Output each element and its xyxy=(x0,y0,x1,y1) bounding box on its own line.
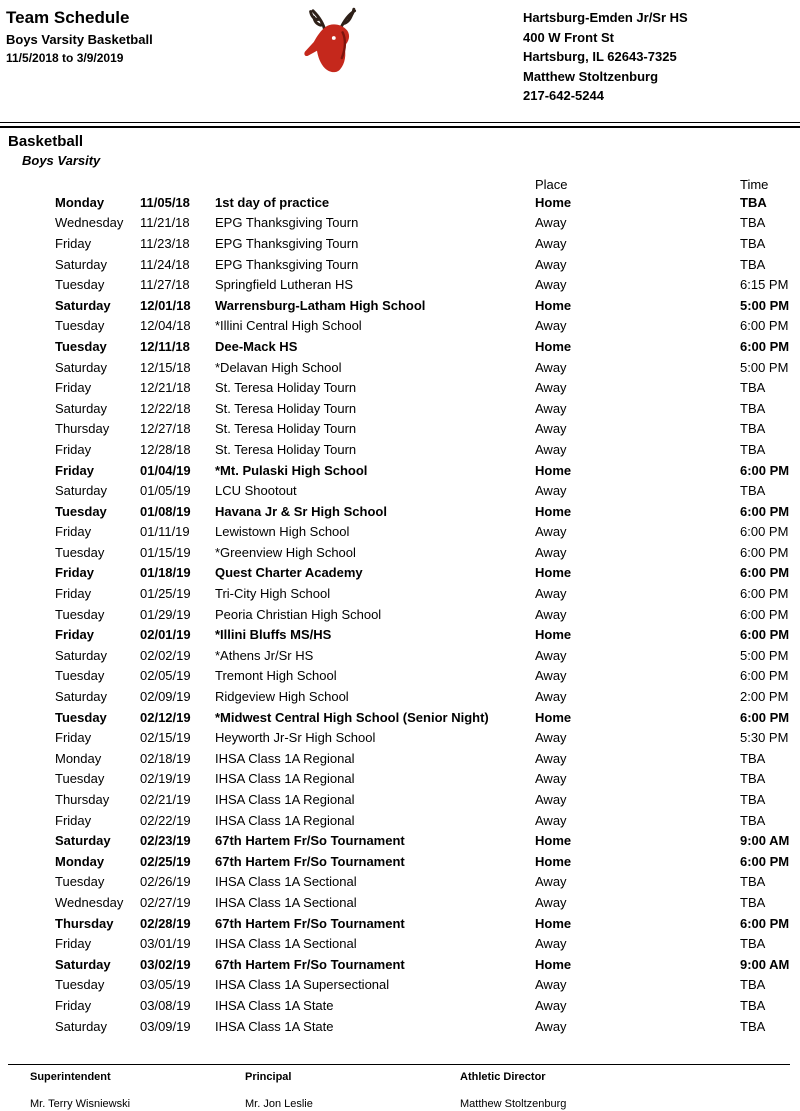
row-date: 02/25/19 xyxy=(140,853,191,869)
school-contact-name: Matthew Stoltzenburg xyxy=(523,68,659,84)
row-day: Tuesday xyxy=(55,544,105,560)
row-event: Havana Jr & Sr High School xyxy=(215,503,387,519)
schedule-row xyxy=(0,233,800,254)
schedule-row xyxy=(0,872,800,893)
row-place: Away xyxy=(535,874,567,890)
schedule-row xyxy=(0,810,800,831)
row-date: 12/22/18 xyxy=(140,400,191,416)
row-time: TBA xyxy=(740,256,766,272)
row-place: Away xyxy=(535,730,567,746)
row-date: 02/21/19 xyxy=(140,792,191,808)
row-day: Friday xyxy=(55,441,92,457)
row-event: IHSA Class 1A Regional xyxy=(215,812,355,828)
row-day: Friday xyxy=(55,812,92,828)
row-place: Home xyxy=(535,503,572,519)
schedule-row xyxy=(0,336,800,357)
row-date: 03/01/19 xyxy=(140,936,191,952)
row-time: 6:00 PM xyxy=(740,853,790,869)
row-date: 02/23/19 xyxy=(140,833,191,849)
header-left-block xyxy=(6,8,153,66)
footer-principal-title: Principal xyxy=(245,1071,292,1083)
row-time: TBA xyxy=(740,215,766,231)
row-time: 6:00 PM xyxy=(740,462,790,478)
row-time: 6:15 PM xyxy=(740,277,789,293)
row-place: Away xyxy=(535,277,567,293)
row-day: Saturday xyxy=(55,256,108,272)
row-date: 02/12/19 xyxy=(140,709,191,725)
row-place: Away xyxy=(535,668,567,684)
schedule-row xyxy=(0,460,800,481)
schedule-row xyxy=(0,769,800,790)
row-place: Away xyxy=(535,997,567,1013)
schedule-row xyxy=(0,892,800,913)
row-day: Friday xyxy=(55,997,92,1013)
row-date: 02/05/19 xyxy=(140,668,191,684)
row-place: Away xyxy=(535,894,567,910)
row-day: Saturday xyxy=(55,400,108,416)
row-time: 6:00 PM xyxy=(740,627,790,643)
row-place: Away xyxy=(535,936,567,952)
schedule-row xyxy=(0,645,800,666)
row-date: 01/25/19 xyxy=(140,586,191,602)
row-place: Away xyxy=(535,421,567,437)
schedule-row xyxy=(0,954,800,975)
row-date: 12/21/18 xyxy=(140,380,191,396)
row-event: Peoria Christian High School xyxy=(215,606,382,622)
row-time: TBA xyxy=(740,936,766,952)
team-subtitle: Boys Varsity Basketball xyxy=(6,32,153,47)
row-event: Warrensburg-Latham High School xyxy=(215,297,426,313)
row-day: Tuesday xyxy=(55,277,105,293)
row-event: Tremont High School xyxy=(215,668,337,684)
row-event: 67th Hartem Fr/So Tournament xyxy=(215,853,405,869)
row-place: Home xyxy=(535,462,572,478)
row-time: 6:00 PM xyxy=(740,524,789,540)
row-day: Tuesday xyxy=(55,709,107,725)
row-time: TBA xyxy=(740,194,767,210)
row-time: TBA xyxy=(740,874,766,890)
row-date: 03/02/19 xyxy=(140,956,191,972)
row-date: 01/05/19 xyxy=(140,483,191,499)
row-place: Home xyxy=(535,853,572,869)
row-place: Away xyxy=(535,544,567,560)
schedule-row xyxy=(0,933,800,954)
row-event: 67th Hartem Fr/So Tournament xyxy=(215,833,405,849)
row-event: *Greenview High School xyxy=(215,544,356,560)
row-place: Home xyxy=(535,338,572,354)
schedule-row xyxy=(0,995,800,1016)
team-level-title: Boys Varsity xyxy=(22,153,101,168)
row-day: Saturday xyxy=(55,833,111,849)
row-day: Monday xyxy=(55,194,105,210)
row-date: 02/09/19 xyxy=(140,689,191,705)
row-day: Saturday xyxy=(55,956,111,972)
section-heading xyxy=(8,133,800,169)
table-column-headers xyxy=(0,178,800,192)
row-day: Tuesday xyxy=(55,318,105,334)
schedule-row xyxy=(0,316,800,337)
row-day: Friday xyxy=(55,524,92,540)
schedule-row xyxy=(0,501,800,522)
row-event: 1st day of practice xyxy=(215,194,330,210)
schedule-row xyxy=(0,419,800,440)
stag-eye-shape xyxy=(332,36,336,40)
schedule-row xyxy=(0,583,800,604)
footer-athletic-director-name: Matthew Stoltzenburg xyxy=(460,1098,567,1110)
row-day: Saturday xyxy=(55,359,108,375)
row-event: IHSA Class 1A State xyxy=(215,1018,334,1034)
row-event: *Athens Jr/Sr HS xyxy=(215,647,314,663)
row-time: 5:00 PM xyxy=(740,647,789,663)
row-event: EPG Thanksgiving Tourn xyxy=(215,256,359,272)
row-event: EPG Thanksgiving Tourn xyxy=(215,235,359,251)
row-day: Tuesday xyxy=(55,771,105,787)
row-event: Springfield Lutheran HS xyxy=(215,277,354,293)
schedule-row xyxy=(0,707,800,728)
row-event: IHSA Class 1A Regional xyxy=(215,771,355,787)
row-event: IHSA Class 1A Regional xyxy=(215,750,355,766)
row-day: Friday xyxy=(55,565,95,581)
row-place: Home xyxy=(535,194,572,210)
row-time: TBA xyxy=(740,441,766,457)
row-place: Away xyxy=(535,441,567,457)
row-time: 2:00 PM xyxy=(740,689,789,705)
row-place: Away xyxy=(535,235,567,251)
row-time: TBA xyxy=(740,771,766,787)
row-event: St. Teresa Holiday Tourn xyxy=(215,441,357,457)
row-day: Wednesday xyxy=(55,894,124,910)
col-header-place: Place xyxy=(535,177,568,192)
row-event: LCU Shootout xyxy=(215,483,297,499)
row-place: Away xyxy=(535,750,567,766)
row-date: 12/27/18 xyxy=(140,421,191,437)
season-date-range: 11/5/2018 to 3/9/2019 xyxy=(6,51,124,65)
row-day: Tuesday xyxy=(55,977,105,993)
row-place: Away xyxy=(535,771,567,787)
row-place: Home xyxy=(535,915,572,931)
row-date: 02/19/19 xyxy=(140,771,191,787)
schedule-row xyxy=(0,192,800,213)
row-date: 11/27/18 xyxy=(140,277,190,293)
row-day: Friday xyxy=(55,380,92,396)
row-date: 02/28/19 xyxy=(140,915,191,931)
row-time: 9:00 AM xyxy=(740,833,790,849)
row-time: 6:00 PM xyxy=(740,338,790,354)
row-event: 67th Hartem Fr/So Tournament xyxy=(215,915,405,931)
row-place: Home xyxy=(535,627,572,643)
row-place: Away xyxy=(535,483,567,499)
row-date: 01/18/19 xyxy=(140,565,191,581)
row-place: Away xyxy=(535,318,567,334)
row-day: Friday xyxy=(55,627,95,643)
schedule-row xyxy=(0,1016,800,1037)
schedule-row xyxy=(0,789,800,810)
col-header-time: Time xyxy=(740,177,769,192)
footer-principal xyxy=(245,1071,313,1111)
stag-mascot-icon xyxy=(293,2,373,82)
row-event: IHSA Class 1A State xyxy=(215,997,334,1013)
row-date: 11/05/18 xyxy=(140,194,190,210)
footer-principal-name: Mr. Jon Leslie xyxy=(245,1098,313,1110)
footer-divider xyxy=(8,1064,790,1065)
row-day: Tuesday xyxy=(55,338,107,354)
schedule-row xyxy=(0,213,800,234)
schedule-rows xyxy=(0,192,800,1036)
footer-athletic-director-title: Athletic Director xyxy=(460,1071,546,1083)
footer-superintendent xyxy=(30,1071,130,1111)
row-time: 6:00 PM xyxy=(740,709,790,725)
row-day: Friday xyxy=(55,586,92,602)
row-date: 01/08/19 xyxy=(140,503,191,519)
row-event: IHSA Class 1A Sectional xyxy=(215,936,357,952)
row-date: 01/04/19 xyxy=(140,462,191,478)
row-date: 02/15/19 xyxy=(140,730,191,746)
document-header xyxy=(0,0,800,122)
footer-superintendent-title: Superintendent xyxy=(30,1071,111,1083)
schedule-row xyxy=(0,748,800,769)
row-place: Away xyxy=(535,400,567,416)
schedule-row xyxy=(0,604,800,625)
school-info-block xyxy=(523,8,688,106)
page-title: Team Schedule xyxy=(6,8,130,27)
school-address-street: 400 W Front St xyxy=(523,29,615,45)
row-time: 6:00 PM xyxy=(740,565,790,581)
row-date: 11/23/18 xyxy=(140,235,190,251)
row-date: 02/18/19 xyxy=(140,750,191,766)
schedule-row xyxy=(0,666,800,687)
row-time: TBA xyxy=(740,380,766,396)
row-date: 01/15/19 xyxy=(140,544,191,560)
row-day: Thursday xyxy=(55,915,114,931)
school-contact-phone: 217-642-5244 xyxy=(523,88,604,103)
schedule-row xyxy=(0,357,800,378)
schedule-row xyxy=(0,975,800,996)
row-day: Wednesday xyxy=(55,215,124,231)
row-date: 11/24/18 xyxy=(140,256,190,272)
row-day: Tuesday xyxy=(55,503,107,519)
row-date: 11/21/18 xyxy=(140,215,190,231)
row-event: Heyworth Jr-Sr High School xyxy=(215,730,376,746)
schedule-row xyxy=(0,377,800,398)
footer-athletic-director xyxy=(460,1071,566,1111)
row-place: Away xyxy=(535,647,567,663)
row-event: *Illini Bluffs MS/HS xyxy=(215,627,332,643)
row-place: Home xyxy=(535,565,572,581)
schedule-row xyxy=(0,480,800,501)
row-time: 9:00 AM xyxy=(740,956,790,972)
row-day: Friday xyxy=(55,730,92,746)
row-day: Saturday xyxy=(55,689,108,705)
schedule-row xyxy=(0,851,800,872)
row-day: Monday xyxy=(55,853,105,869)
row-place: Away xyxy=(535,977,567,993)
row-place: Away xyxy=(535,606,567,622)
header-divider xyxy=(0,122,800,128)
row-time: TBA xyxy=(740,894,766,910)
row-place: Away xyxy=(535,380,567,396)
schedule-row xyxy=(0,542,800,563)
row-date: 01/11/19 xyxy=(140,524,190,540)
row-place: Home xyxy=(535,956,572,972)
row-day: Tuesday xyxy=(55,668,105,684)
row-time: 5:00 PM xyxy=(740,297,790,313)
schedule-row xyxy=(0,913,800,934)
row-place: Away xyxy=(535,256,567,272)
row-date: 02/27/19 xyxy=(140,894,191,910)
row-time: 6:00 PM xyxy=(740,606,789,622)
schedule-row xyxy=(0,439,800,460)
row-event: *Illini Central High School xyxy=(215,318,362,334)
row-time: 6:00 PM xyxy=(740,544,789,560)
row-event: Tri-City High School xyxy=(215,586,331,602)
sport-title: Basketball xyxy=(8,133,84,150)
row-event: Dee-Mack HS xyxy=(215,338,298,354)
row-time: 6:00 PM xyxy=(740,318,789,334)
row-date: 02/01/19 xyxy=(140,627,191,643)
row-date: 12/04/18 xyxy=(140,318,191,334)
row-event: IHSA Class 1A Supersectional xyxy=(215,977,390,993)
row-event: *Mt. Pulaski High School xyxy=(215,462,368,478)
schedule-row xyxy=(0,830,800,851)
row-date: 02/02/19 xyxy=(140,647,191,663)
row-event: Ridgeview High School xyxy=(215,689,349,705)
stag-mascot-logo xyxy=(293,2,373,82)
schedule-row xyxy=(0,624,800,645)
row-time: 5:30 PM xyxy=(740,730,789,746)
row-time: TBA xyxy=(740,812,766,828)
row-date: 12/01/18 xyxy=(140,297,191,313)
row-date: 12/15/18 xyxy=(140,359,191,375)
row-day: Tuesday xyxy=(55,606,105,622)
schedule-row xyxy=(0,522,800,543)
row-day: Thursday xyxy=(55,792,110,808)
schedule-row xyxy=(0,686,800,707)
row-date: 02/22/19 xyxy=(140,812,191,828)
row-time: TBA xyxy=(740,400,766,416)
row-date: 02/26/19 xyxy=(140,874,191,890)
schedule-row xyxy=(0,295,800,316)
row-day: Thursday xyxy=(55,421,110,437)
row-place: Home xyxy=(535,833,572,849)
schedule-row xyxy=(0,274,800,295)
row-event: IHSA Class 1A Regional xyxy=(215,792,355,808)
row-date: 03/09/19 xyxy=(140,1018,191,1034)
row-time: TBA xyxy=(740,235,766,251)
row-time: TBA xyxy=(740,792,766,808)
row-event: *Midwest Central High School (Senior Night) xyxy=(215,709,489,725)
row-event: 67th Hartem Fr/So Tournament xyxy=(215,956,405,972)
row-event: Lewistown High School xyxy=(215,524,350,540)
schedule-row xyxy=(0,398,800,419)
row-day: Friday xyxy=(55,936,92,952)
row-time: 6:00 PM xyxy=(740,915,790,931)
schedule-row xyxy=(0,727,800,748)
row-event: Quest Charter Academy xyxy=(215,565,363,581)
row-time: TBA xyxy=(740,750,766,766)
row-place: Away xyxy=(535,812,567,828)
row-day: Friday xyxy=(55,462,95,478)
row-day: Friday xyxy=(55,235,92,251)
row-place: Home xyxy=(535,297,572,313)
row-event: IHSA Class 1A Sectional xyxy=(215,894,357,910)
row-event: St. Teresa Holiday Tourn xyxy=(215,421,357,437)
row-place: Home xyxy=(535,709,572,725)
row-date: 12/11/18 xyxy=(140,338,190,354)
footer-superintendent-name: Mr. Terry Wisniewski xyxy=(30,1098,131,1110)
row-place: Away xyxy=(535,586,567,602)
row-event: IHSA Class 1A Sectional xyxy=(215,874,357,890)
row-date: 01/29/19 xyxy=(140,606,191,622)
row-place: Away xyxy=(535,215,567,231)
row-time: TBA xyxy=(740,997,766,1013)
row-day: Monday xyxy=(55,750,102,766)
row-day: Saturday xyxy=(55,297,111,313)
row-time: TBA xyxy=(740,483,766,499)
school-address-city: Hartsburg, IL 62643-7325 xyxy=(523,49,677,64)
school-name: Hartsburg-Emden Jr/Sr HS xyxy=(523,10,688,25)
schedule-row xyxy=(0,254,800,275)
row-place: Away xyxy=(535,792,567,808)
row-date: 12/28/18 xyxy=(140,441,191,457)
schedule-table xyxy=(0,178,800,1036)
row-event: St. Teresa Holiday Tourn xyxy=(215,400,357,416)
row-day: Tuesday xyxy=(55,874,105,890)
row-time: TBA xyxy=(740,1018,766,1034)
row-day: Saturday xyxy=(55,647,108,663)
schedule-row xyxy=(0,563,800,584)
row-time: TBA xyxy=(740,421,766,437)
row-event: St. Teresa Holiday Tourn xyxy=(215,380,357,396)
row-time: 5:00 PM xyxy=(740,359,789,375)
row-time: TBA xyxy=(740,977,766,993)
row-place: Away xyxy=(535,524,567,540)
row-time: 6:00 PM xyxy=(740,668,789,684)
row-day: Saturday xyxy=(55,1018,108,1034)
row-event: EPG Thanksgiving Tourn xyxy=(215,215,359,231)
row-place: Away xyxy=(535,689,567,705)
row-date: 03/05/19 xyxy=(140,977,191,993)
row-time: 6:00 PM xyxy=(740,586,789,602)
row-place: Away xyxy=(535,1018,567,1034)
row-time: 6:00 PM xyxy=(740,503,790,519)
row-date: 03/08/19 xyxy=(140,997,191,1013)
row-place: Away xyxy=(535,359,567,375)
row-day: Saturday xyxy=(55,483,108,499)
row-event: *Delavan High School xyxy=(215,359,342,375)
